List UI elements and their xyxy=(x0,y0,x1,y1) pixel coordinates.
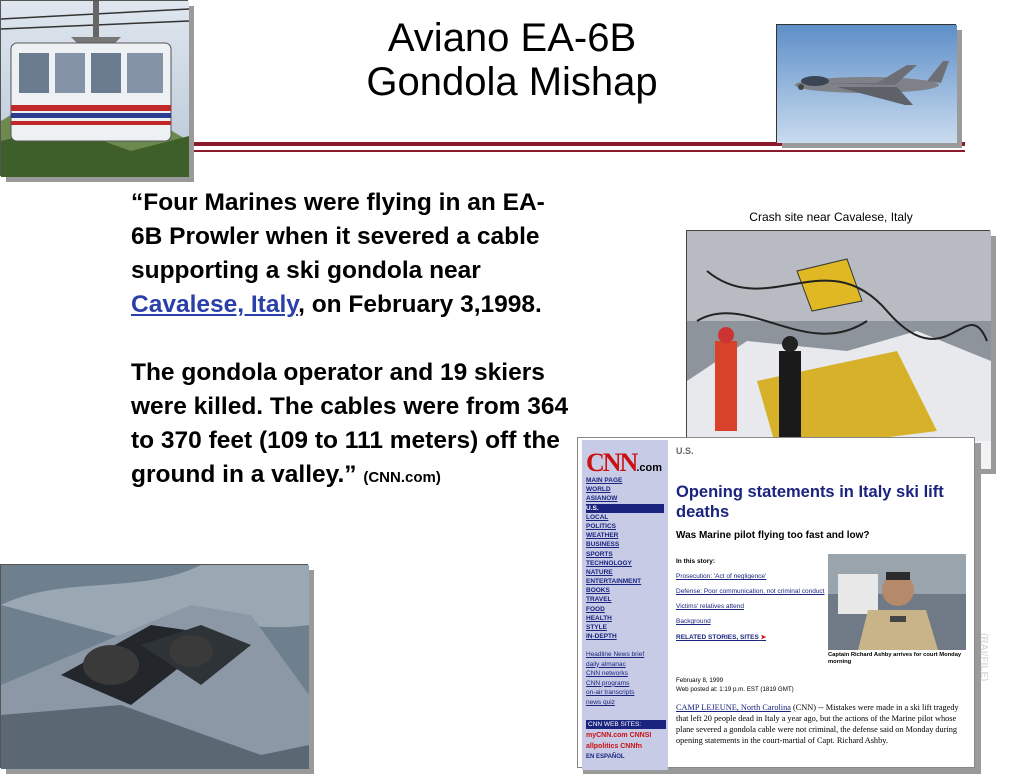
cnn-extra-link[interactable]: CNN networks xyxy=(586,670,628,678)
prowler-cockpit-photo xyxy=(0,564,308,768)
cnn-headline: Opening statements in Italy ski lift deaths xyxy=(676,483,944,521)
cnn-story-link[interactable]: Victims' relatives attend xyxy=(676,603,744,610)
cnn-nav-item[interactable]: U.S. xyxy=(586,504,664,513)
cnn-related-stories-link[interactable] xyxy=(676,633,826,641)
cnn-logo-suffix: .com xyxy=(636,462,663,474)
cnn-posted: Web posted at: 1:19 p.m. EST (1819 GMT) xyxy=(676,686,794,693)
cnn-body-text: (CNN) -- Mistakes were made in a ski lift tragedy that left 20 people dead in Italy a year ago, but the actions of the Marine pilot whose plane severed a gondola cable were not criminal, the defense said on Monday during opening statements in the court-martial of Capt. Richard Ashby. xyxy=(676,703,959,745)
cnn-photo-caption: Captain Richard Ashby arrives for court Monday morning xyxy=(828,652,962,665)
cnn-brands xyxy=(586,730,666,763)
crash-caption: Crash site near Cavalese, Italy xyxy=(749,210,913,224)
cnn-nav-item[interactable]: IN-DEPTH xyxy=(586,633,617,641)
title-rule-thin xyxy=(190,150,965,152)
quote-source: (CNN.com) xyxy=(363,469,441,486)
cnn-section-label: U.S. xyxy=(676,446,694,456)
cnn-pilot-photo xyxy=(828,554,966,650)
cnn-extra-link[interactable]: CNN programs xyxy=(586,679,630,687)
quote-paragraph-2 xyxy=(131,356,576,495)
quote-paragraph-2-text: The gondola operator and 19 skiers were killed. The cables were from 364 to 370 feet (109 to 111 meters) off the ground in a valley.” xyxy=(131,359,569,488)
cnn-nav-item[interactable]: BUSINESS xyxy=(586,541,620,549)
cnn-extra-link[interactable]: on-air transcripts xyxy=(586,689,635,697)
cnn-extra-link[interactable]: Headline News brief xyxy=(586,651,645,658)
cnn-extra-link[interactable]: news quiz xyxy=(586,698,615,706)
cnn-story-link[interactable]: Background xyxy=(676,618,711,625)
cnn-main xyxy=(676,446,972,745)
cnn-story-links xyxy=(676,558,826,641)
title-line-2: Gondola Mishap xyxy=(366,60,658,104)
cnn-nav-item[interactable]: HEALTH xyxy=(586,614,612,622)
cnn-logo[interactable] xyxy=(586,448,662,478)
cnn-nav-item[interactable]: MAIN PAGE xyxy=(586,477,623,484)
gondola-photo xyxy=(0,0,188,176)
cnn-date-block xyxy=(676,676,794,694)
prowler-flight-photo xyxy=(776,24,956,142)
quote-paragraph-1 xyxy=(131,186,576,322)
cnn-dateline-link[interactable]: CAMP LEJEUNE, North Carolina xyxy=(676,703,791,712)
title-line-1: Aviano EA-6B xyxy=(387,16,637,60)
cnn-web-sites-label: CNN WEB SITES: xyxy=(586,720,666,729)
cnn-nav-item[interactable]: POLITICS xyxy=(586,522,616,530)
slide-title xyxy=(300,16,724,104)
cnn-nav-item[interactable]: SPORTS xyxy=(586,550,613,558)
cnn-nav-item[interactable]: TECHNOLOGY xyxy=(586,559,632,567)
cnn-nav xyxy=(586,476,666,641)
cnn-nav-item[interactable]: TRAVEL xyxy=(586,596,612,604)
cnn-nav-item[interactable]: ENTERTAINMENT xyxy=(586,578,642,586)
cnn-extra-links xyxy=(586,650,666,708)
cnn-nav-item[interactable]: LOCAL xyxy=(586,513,609,521)
cnn-brand-link[interactable]: allpolitics CNNfn xyxy=(586,743,643,750)
cnn-page-screenshot xyxy=(577,437,975,768)
cnn-extra-link[interactable]: daily almanac xyxy=(586,660,626,668)
cnn-article-body xyxy=(676,702,968,746)
cnn-in-story-label: In this story: xyxy=(676,558,716,565)
cnn-story-link[interactable]: Prosecution: 'Act of negligence' xyxy=(676,573,767,580)
quote-text-after-link: , on February 3,1998. xyxy=(298,291,542,318)
arrow-circle-icon: ➤ xyxy=(760,634,767,641)
cnn-brand-link[interactable]: EN ESPAÑOL xyxy=(586,754,625,760)
cnn-story-link[interactable]: Defense: Poor communication, not criminal conduct xyxy=(676,588,825,595)
cnn-nav-item[interactable]: FOOD xyxy=(586,605,605,613)
quote-block xyxy=(131,186,576,529)
quote-text-before-link: “Four Marines were flying in an EA-6B Prowler when it severed a cable supporting a ski gondola near xyxy=(131,189,545,284)
cnn-date: February 8, 1999 xyxy=(676,677,724,684)
cnn-nav-item[interactable]: BOOKS xyxy=(586,587,610,595)
cnn-nav-item[interactable]: WEATHER xyxy=(586,532,619,540)
crash-photo-credit: (RAI/FILE) xyxy=(978,633,989,682)
cnn-brand-link[interactable]: myCNN.com CNNSI xyxy=(586,732,652,739)
cnn-nav-item[interactable]: ASIANOW xyxy=(586,495,618,503)
cnn-related-stories-text: RELATED STORIES, SITES xyxy=(676,634,759,641)
cavalese-link[interactable]: Cavalese, Italy xyxy=(131,291,299,318)
cnn-nav-item[interactable]: WORLD xyxy=(586,486,611,494)
cnn-logo-text: CNN xyxy=(586,448,637,477)
cnn-subhead: Was Marine pilot flying too fast and low? xyxy=(676,530,870,541)
cnn-nav-item[interactable]: STYLE xyxy=(586,624,607,631)
cnn-nav-item[interactable]: NATURE xyxy=(586,568,613,576)
